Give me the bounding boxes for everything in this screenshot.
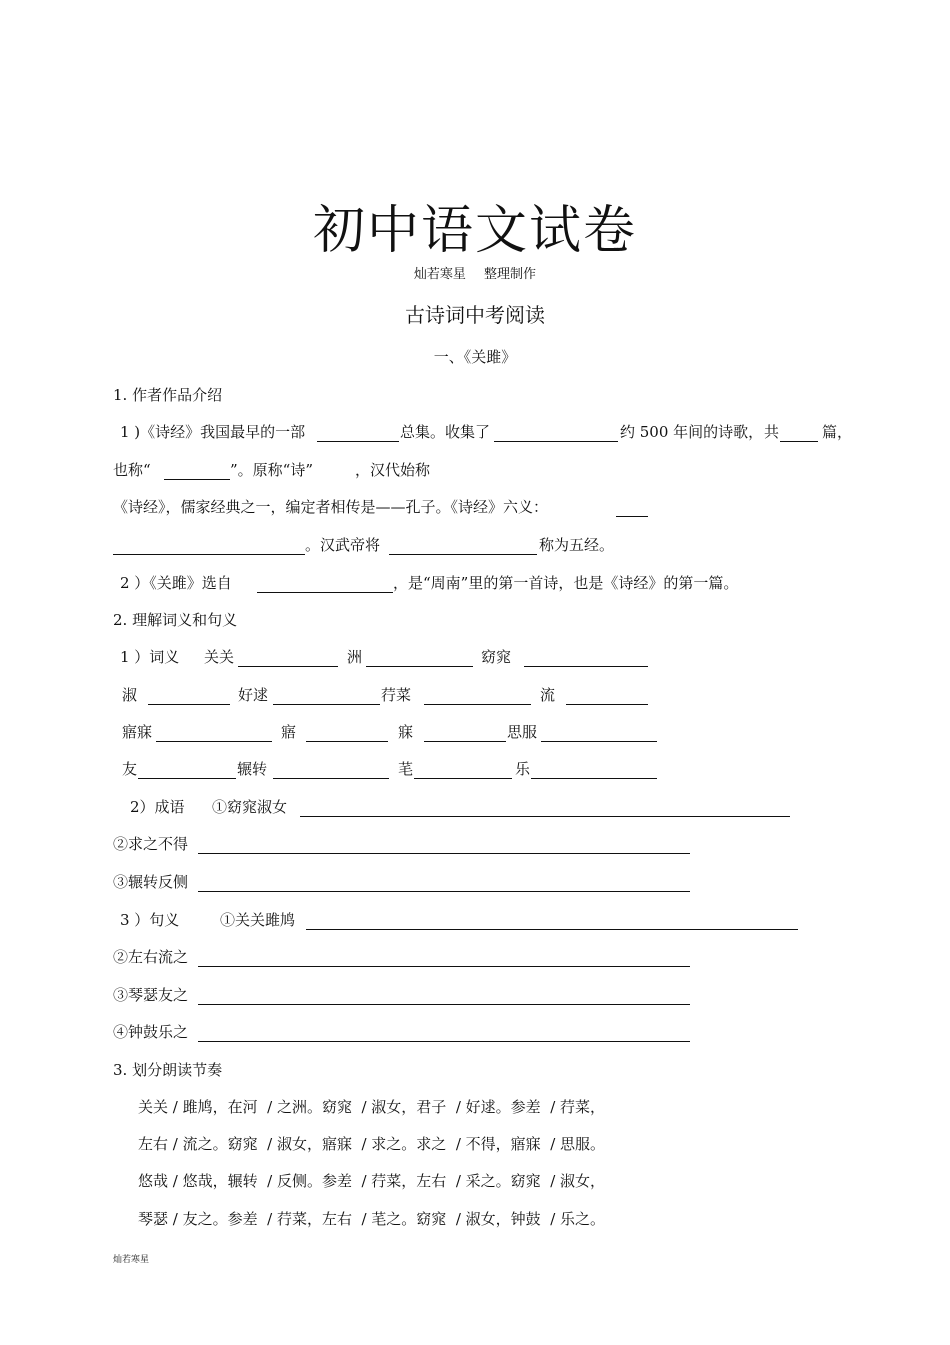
answer-sentence-4[interactable] [198, 1041, 690, 1042]
q1-line1-text-d: 共 [764, 423, 780, 441]
answer-yaotiao[interactable] [524, 666, 648, 667]
word-sifu: 思服 [507, 723, 538, 741]
idiom-3: ③辗转反侧 [113, 873, 189, 891]
sentence-4: ④钟鼓乐之 [113, 1023, 189, 1041]
sentence-1: ①关关雎鸠 [220, 911, 296, 929]
q1-blank-4[interactable] [164, 479, 230, 480]
answer-xingcai[interactable] [424, 704, 531, 705]
word-xingcai: 荇菜 [381, 686, 412, 704]
answer-zhanzhuan[interactable] [273, 778, 389, 779]
answer-liu[interactable] [566, 704, 648, 705]
q1-line2-text-a: 也称“ [113, 461, 151, 479]
rhythm-line-4: 琴瑟 / 友之。参差 / 荇菜，左右 / 芼之。窈窕 / 淑女，钟鼓 / 乐之。 [138, 1210, 606, 1228]
q2-words-label: 1 ）词义 [120, 648, 180, 666]
idiom-2: ②求之不得 [113, 835, 189, 853]
answer-idiom-1[interactable] [300, 816, 790, 817]
sentence-2: ②左右流之 [113, 948, 189, 966]
word-le: 乐 [515, 760, 531, 778]
q1-line1-text-e: 篇， [822, 423, 853, 441]
answer-sifu[interactable] [541, 741, 657, 742]
word-wumei: 寤寐 [122, 723, 153, 741]
q1-blank-1[interactable] [317, 441, 399, 442]
word-wu: 寤 [281, 723, 297, 741]
answer-mao[interactable] [414, 778, 512, 779]
sentence-3: ③琴瑟友之 [113, 986, 189, 1004]
answer-sentence-2[interactable] [198, 966, 690, 967]
q1-line2-text-c: ，汉代始称 [355, 461, 431, 479]
q1-line1-text-c: 约 500 年间的诗歌， [620, 423, 764, 441]
word-guanguan: 关关 [204, 648, 235, 666]
answer-wu[interactable] [306, 741, 388, 742]
q1-line4-text-b: 称为五经。 [539, 536, 615, 554]
answer-idiom-2[interactable] [198, 853, 690, 854]
q1-blank-3[interactable] [780, 441, 818, 442]
q1-line5-text-a: 2 ）《关雎》选自 [120, 574, 232, 592]
page-subtitle: 灿若寒星 整理制作 [413, 267, 537, 282]
word-yaotiao: 窈窕 [481, 648, 512, 666]
q3-heading: 3. 划分朗读节奏 [113, 1061, 223, 1079]
q1-heading: 1. 作者作品介绍 [113, 386, 223, 404]
answer-guanguan[interactable] [238, 666, 338, 667]
word-mao: 芼 [398, 760, 414, 778]
q2-heading: 2. 理解词义和句义 [113, 611, 238, 629]
word-liu: 流 [540, 686, 556, 704]
page-title: 初中语文试卷 [312, 201, 637, 261]
answer-you[interactable] [138, 778, 236, 779]
q1-blank-8[interactable] [257, 592, 393, 593]
q1-blank-5[interactable] [616, 516, 648, 517]
q1-blank-2[interactable] [494, 441, 618, 442]
q1-line5-text-b: ，是“周南”里的第一首诗，也是《诗经》的第一篇。 [393, 574, 739, 592]
word-mei: 寐 [398, 723, 414, 741]
word-you: 友 [122, 760, 138, 778]
q1-blank-6[interactable] [113, 554, 305, 555]
rhythm-line-1: 关关 / 雎鸠，在河 / 之洲。窈窕 / 淑女，君子 / 好逑。参差 / 荇菜， [138, 1098, 606, 1116]
rhythm-line-2: 左右 / 流之。窈窕 / 淑女，寤寐 / 求之。求之 / 不得，寤寐 / 思服。 [138, 1135, 606, 1153]
word-shu: 淑 [122, 686, 138, 704]
rhythm-line-3: 悠哉 / 悠哉，辗转 / 反侧。参差 / 荇菜，左右 / 采之。窈窕 / 淑女， [138, 1172, 606, 1190]
answer-mei[interactable] [424, 741, 506, 742]
q1-line1-text-a: 1 )《诗经》我国最早的一部 [120, 423, 306, 441]
idiom-1: ①窈窕淑女 [212, 798, 288, 816]
q1-line1-text-b: 总集。收集了 [400, 423, 491, 441]
footer-text: 灿若寒星 [113, 1255, 150, 1265]
q1-line3-text: 《诗经》，儒家经典之一，编定者相传是——孔子。《诗经》六义： [113, 498, 549, 516]
word-haoqiu: 好逑 [238, 686, 269, 704]
poem-heading: 一、《关雎》 [433, 348, 517, 366]
q1-line4-text-a: 。汉武帝将 [305, 536, 381, 554]
answer-sentence-1[interactable] [306, 929, 798, 930]
word-zhanzhuan: 辗转 [237, 760, 268, 778]
answer-wumei[interactable] [156, 741, 272, 742]
answer-haoqiu[interactable] [273, 704, 380, 705]
q2-sentence-label: 3 ）句义 [120, 911, 180, 929]
answer-idiom-3[interactable] [198, 891, 690, 892]
answer-zhou[interactable] [366, 666, 473, 667]
word-zhou: 洲 [347, 648, 363, 666]
answer-le[interactable] [531, 778, 657, 779]
answer-shu[interactable] [148, 704, 230, 705]
q1-blank-7[interactable] [389, 554, 537, 555]
q2-idiom-label: 2）成语 [130, 798, 185, 816]
q1-line2-text-b: ”。原称“诗” [230, 461, 314, 479]
answer-sentence-3[interactable] [198, 1004, 690, 1005]
section-heading: 古诗词中考阅读 [405, 303, 545, 327]
